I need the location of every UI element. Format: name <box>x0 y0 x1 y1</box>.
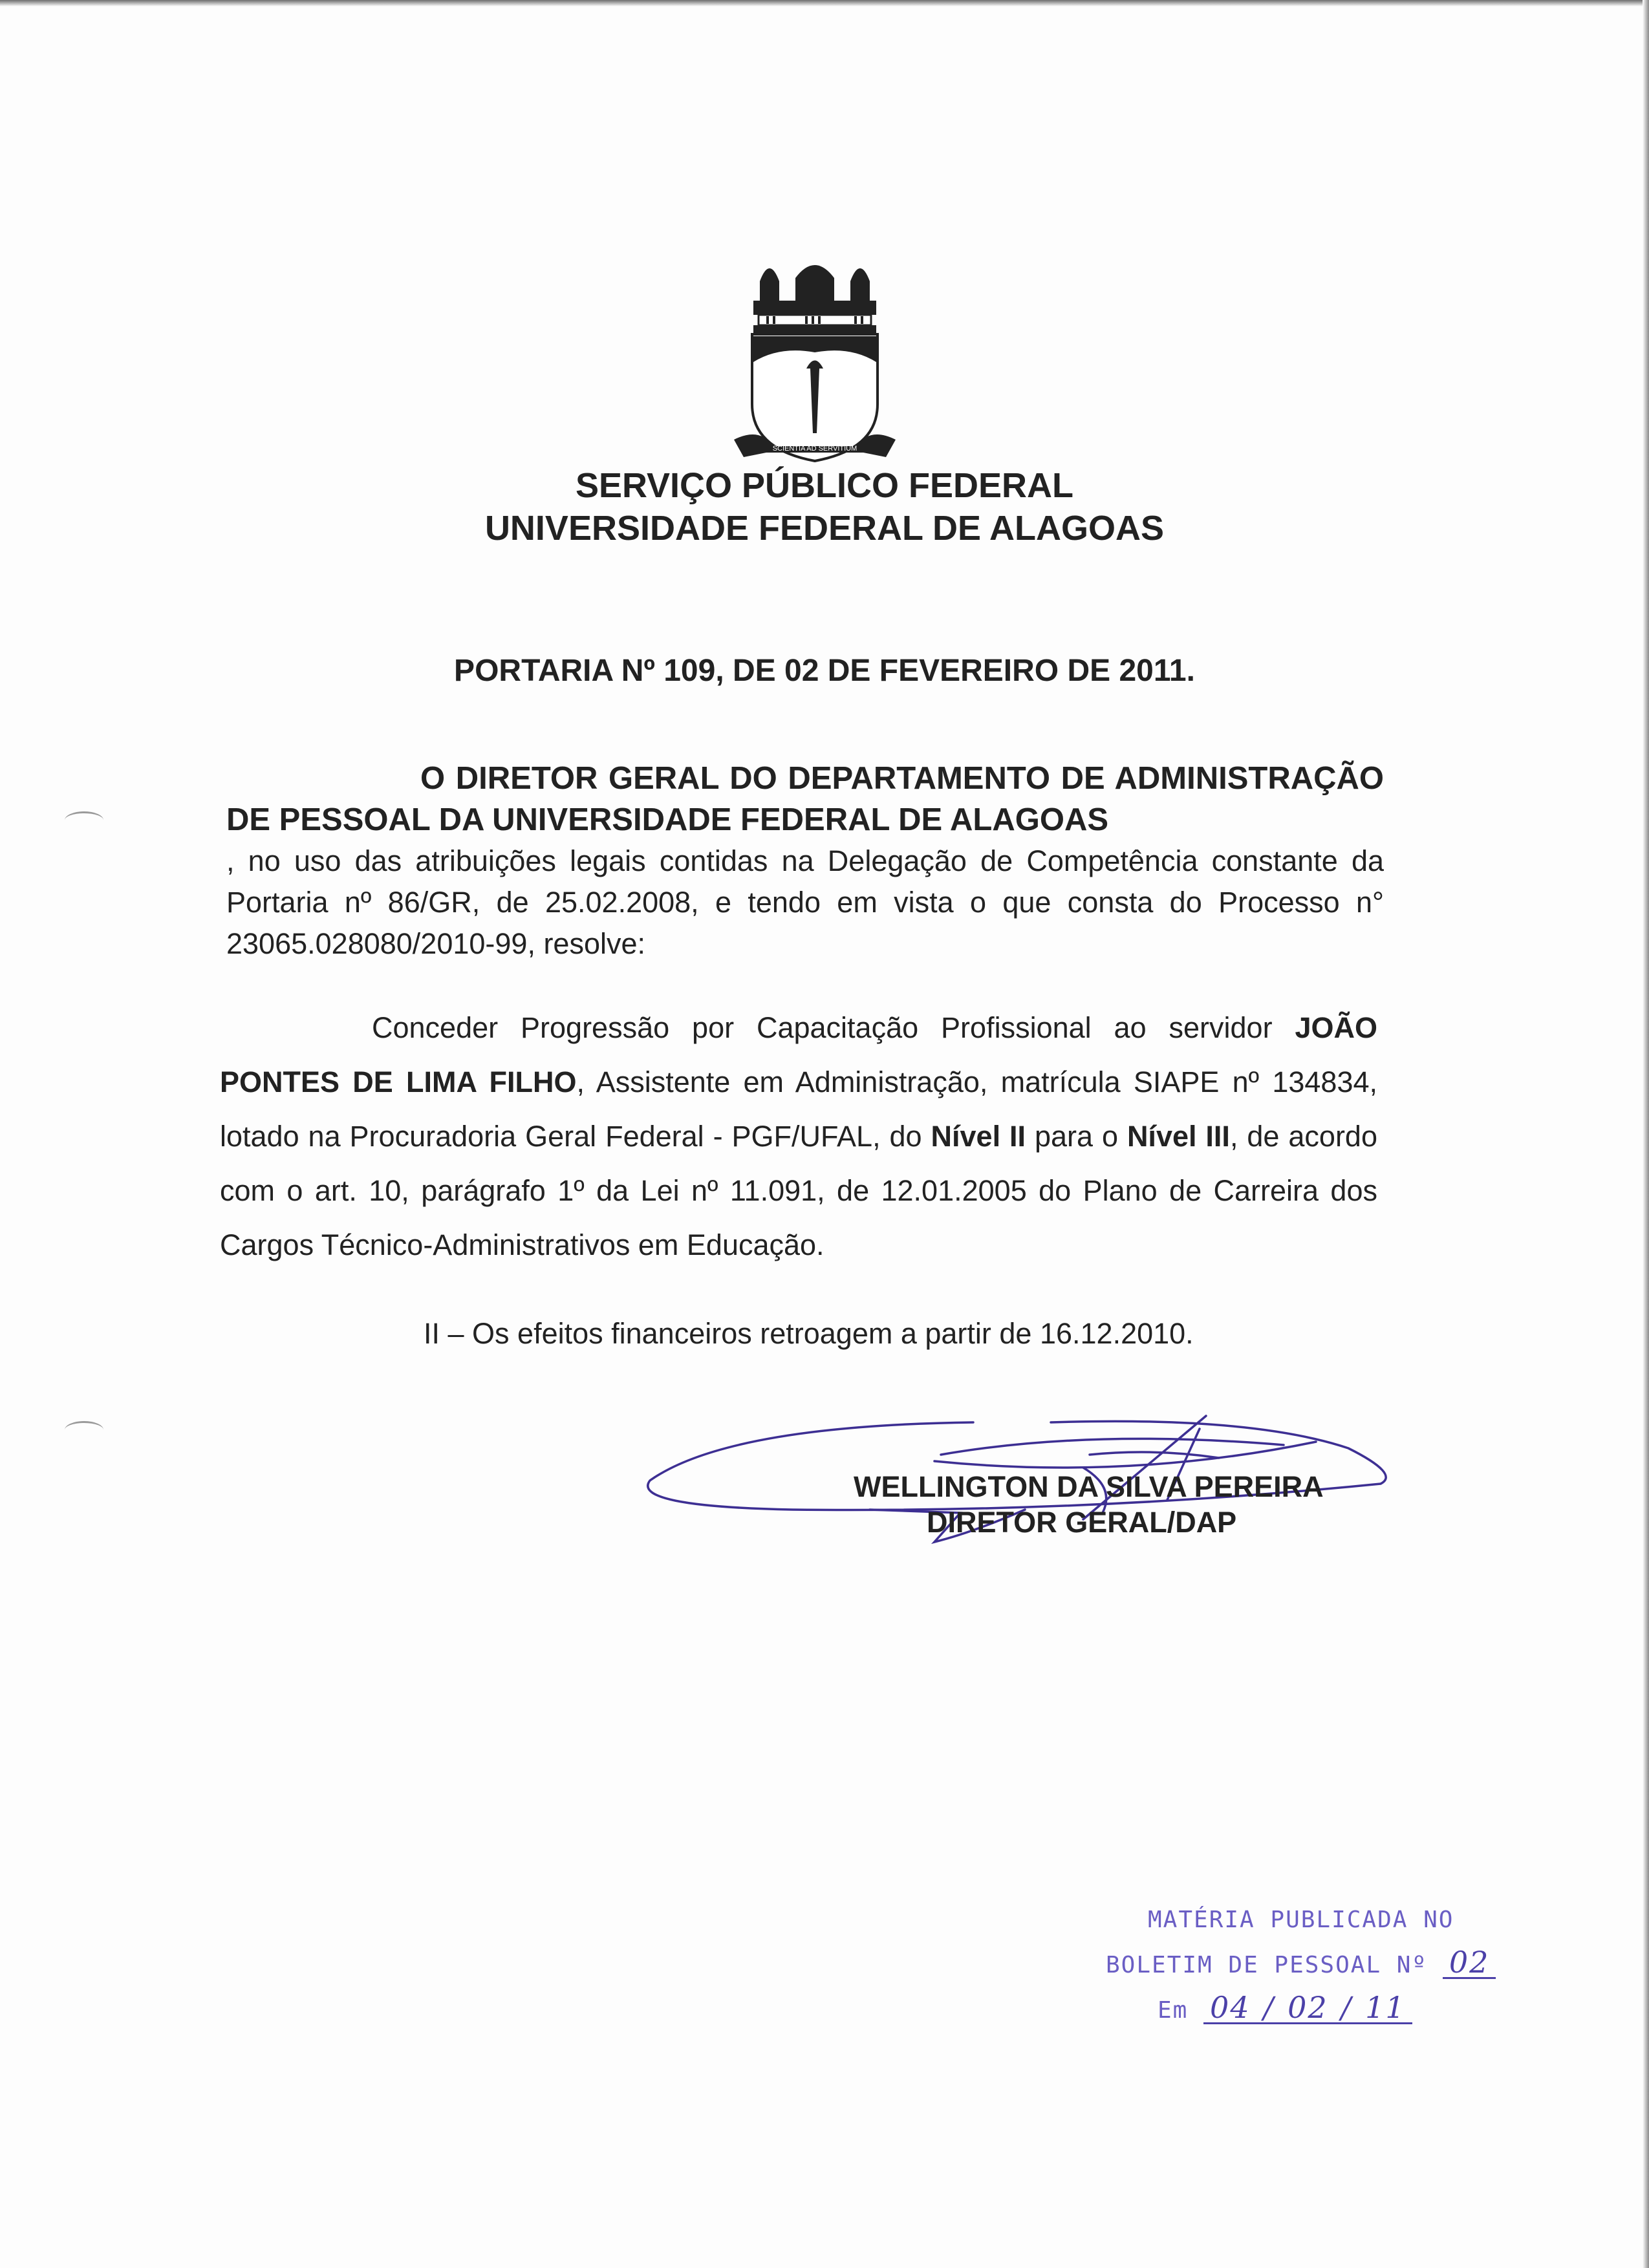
signatory-name: WELLINGTON DA SILVA PEREIRA <box>854 1470 1324 1503</box>
stamp-date-label: Em <box>1158 1997 1189 2024</box>
stamp-bulletin-number: 02 <box>1443 1947 1496 1979</box>
stamp-line-2 <box>1106 1943 1520 1988</box>
resolution-text-3: para o <box>1026 1120 1127 1153</box>
effects-paragraph: II – Os efeitos financeiros retroagem a partir de 16.12.2010. <box>424 1317 1194 1350</box>
stamp-date-separator: / <box>1335 1993 1359 2024</box>
resolution-text-1: Conceder Progressão por Capacitação Profissional ao servidor <box>372 1011 1295 1044</box>
signatory-role: DIRETOR GERAL/DAP <box>927 1506 1237 1539</box>
university-seal-logo <box>734 255 896 469</box>
header-service: SERVIÇO PÚBLICO FEDERAL <box>575 466 1074 505</box>
preamble-authority: O DIRETOR GERAL DO DEPARTAMENTO DE ADMINISTRAÇÃO DE PESSOAL DA UNIVERSIDADE FEDERAL DE ALAGOAS <box>226 761 1384 837</box>
stamp-line-1: MATÉRIA PUBLICADA NO <box>1148 1907 1454 1933</box>
servant-name: JOÃO PONTES DE LIMA FILHO <box>220 1011 1377 1098</box>
portaria-title: PORTARIA Nº 109, DE 02 DE FEVEREIRO DE 2011. <box>454 654 1195 688</box>
resolution-text-2: , Assistente em Administração, matrícula SIAPE nº 134834, lotado na Procuradoria Geral Federal - PGF/UFAL, do <box>220 1065 1377 1153</box>
stamp-date-day: 04 <box>1203 1993 1257 2024</box>
stamp-date-separator: / <box>1257 1993 1282 2024</box>
stamp-line-3 <box>1106 1988 1520 2033</box>
resolution-paragraph <box>220 1001 1377 1272</box>
resolution-text-4: , de acordo com o art. 10, parágrafo 1º da Lei nº 11.091, de 12.01.2005 do Plano de Carreira dos Cargos Técnico-Administrativos em Educação. <box>220 1120 1377 1261</box>
stamp-date-month: 02 <box>1281 1993 1335 2024</box>
seal-motto: SCIENTIA AD SERVITIUM <box>772 445 857 453</box>
preamble-paragraph <box>226 758 1384 965</box>
stamp-bulletin-label: BOLETIM DE PESSOAL Nº <box>1106 1952 1428 1978</box>
scan-artifact-mark <box>65 1421 103 1439</box>
scan-edge-top <box>0 0 1649 6</box>
level-to: Nível III <box>1126 1120 1230 1153</box>
scan-artifact-mark <box>65 811 103 829</box>
level-from: Nível II <box>931 1120 1026 1153</box>
stamp-date-year: 11 <box>1359 1993 1412 2024</box>
publication-stamp <box>1106 1898 1520 2033</box>
preamble-body: , no uso das atribuições legais contidas na Delegação de Competência constante da Portaria nº 86/GR, de 25.02.2008, e tendo em vista o que consta do Processo n° 23065.028080/2010-99, resolve: <box>226 844 1384 960</box>
header-university: UNIVERSIDADE FEDERAL DE ALAGOAS <box>484 509 1165 548</box>
scan-edge-right <box>1643 0 1649 2268</box>
